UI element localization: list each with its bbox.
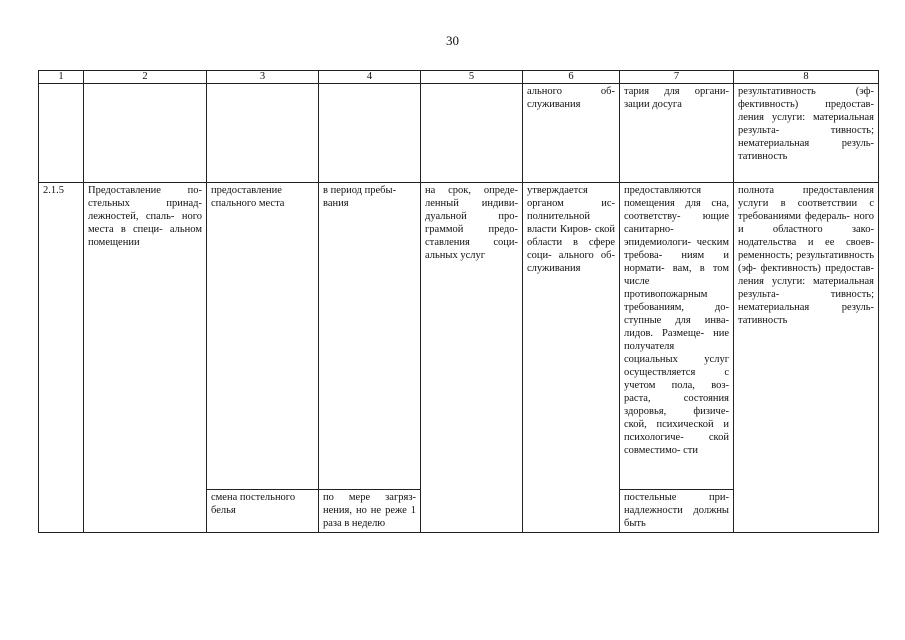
cell-empty: [84, 84, 207, 183]
cell-indicators: полнота предоставления услуги в соответствии с требованиями федераль- ного и областного зако- нодательства и ее своев- ременность; результативность (эф- фективность) предостав- ления услуги: материальная результа- тивность; нематериальная резуль- тативность: [734, 183, 879, 533]
cell-period-1: в период пребы- вания: [319, 183, 421, 490]
cell-subservice-1: предоставление спального места: [207, 183, 319, 490]
cell-empty: [39, 84, 84, 183]
services-table: [38, 70, 879, 533]
table-row-continued: [39, 84, 879, 183]
cell-empty: [207, 84, 319, 183]
header-col-7: 7: [620, 71, 734, 84]
page-number: 30: [446, 33, 459, 48]
header-col-5: 5: [421, 71, 523, 84]
cell-term: на срок, опреде- ленный индиви- дуальной про- граммой предо- ставления соци- альных услуг: [421, 183, 523, 533]
table-row-service: [39, 183, 879, 490]
cell-subservice-2: смена постельного белья: [207, 490, 319, 533]
header-col-1: 1: [39, 71, 84, 84]
cell-service-name: Предоставление по- стельных принад- лежностей, спаль- ного места в специ- альном помещении: [84, 183, 207, 533]
cell-service-number: 2.1.5: [39, 183, 84, 533]
cell-tariff: утверждается органом ис- полнительной власти Киров- ской области в сфере соци- ального об- служивания: [523, 183, 620, 533]
cell-conditions-continued: тария для органи- зации досуга: [620, 84, 734, 183]
header-col-4: 4: [319, 71, 421, 84]
header-col-3: 3: [207, 71, 319, 84]
header-row: [39, 71, 879, 84]
header-col-2: 2: [84, 71, 207, 84]
cell-tariff-continued: ального об- служивания: [523, 84, 620, 183]
cell-empty: [319, 84, 421, 183]
cell-conditions-1: предоставляются помещения для сна, соответству- ющие санитарно- эпидемиологи- ческим требова- ниям и нормати- вам, в том числе противопожарным требованиям, до- ступные для инва- лидов. Размеще- ние получателя социальных услуг осуществляется с учетом пола, воз- раста, состояния здоровья, физиче- ской, психической и психологиче- ской совместимо- сти: [620, 183, 734, 490]
cell-indicators-continued: результативность (эф- фективность) предостав- ления услуги: материальная результа- тивность; нематериальная резуль- тативность: [734, 84, 879, 183]
cell-conditions-2: постельные при- надлежности должны быть: [620, 490, 734, 533]
cell-empty: [421, 84, 523, 183]
header-col-8: 8: [734, 71, 879, 84]
cell-period-2: по мере загряз- нения, но не реже 1 раза в неделю: [319, 490, 421, 533]
header-col-6: 6: [523, 71, 620, 84]
